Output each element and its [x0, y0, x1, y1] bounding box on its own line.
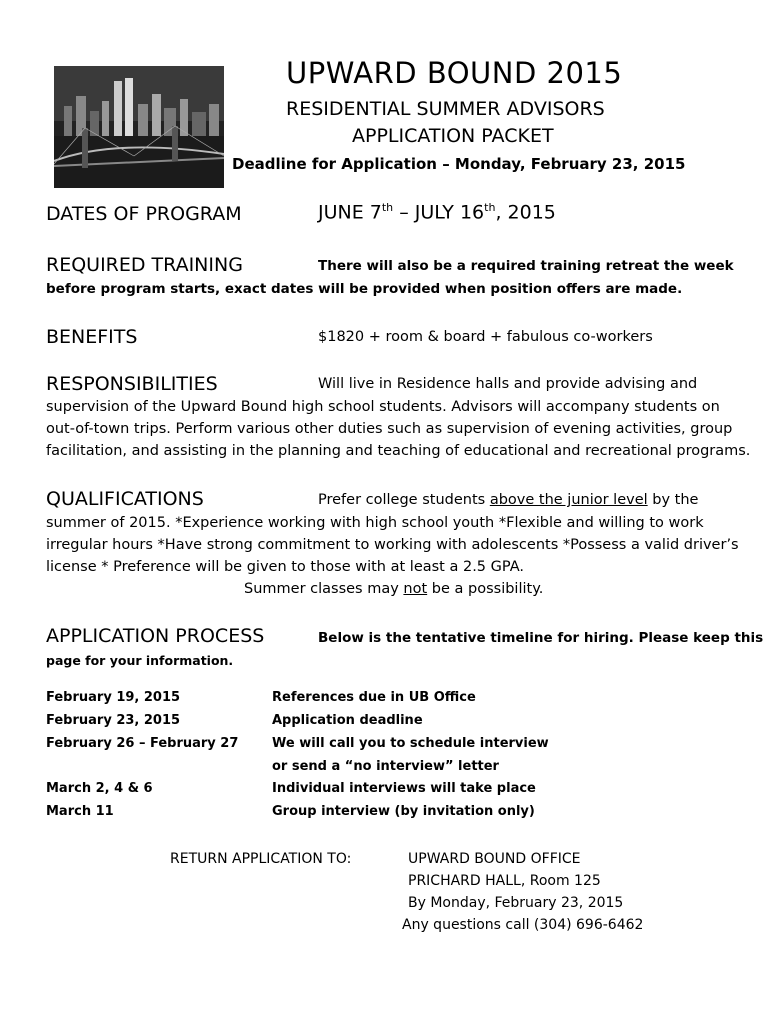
return-label: RETURN APPLICATION TO:	[170, 851, 352, 867]
timeline-date-1: February 19, 2015	[46, 690, 181, 705]
dates-label: DATES OF PROGRAM	[46, 203, 242, 225]
responsibilities-line-1: Will live in Residence halls and provide advising and	[318, 376, 698, 392]
qualifications-line-3: irregular hours *Have strong commitment to working with adolescents *Possess a valid driver’s	[46, 537, 739, 553]
timeline-date-3: February 26 – February 27	[46, 736, 239, 751]
process-line-1: Below is the tentative timeline for hiring. Please keep this	[318, 630, 764, 646]
qualifications-label: QUALIFICATIONS	[46, 488, 204, 510]
dates-sup1: th	[381, 201, 394, 214]
return-room: PRICHARD HALL, Room 125	[408, 873, 601, 889]
responsibilities-label: RESPONSIBILITIES	[46, 373, 218, 395]
timeline-date-5: March 2, 4 & 6	[46, 781, 153, 796]
qual-line5-b: be a possibility.	[427, 581, 544, 597]
qual-line5-underlined: not	[403, 581, 428, 597]
timeline-event-3: We will call you to schedule interview	[272, 736, 549, 751]
timeline-event-2: Application deadline	[272, 713, 423, 728]
dates-mid: – JULY 16	[393, 201, 485, 224]
dates-value	[318, 201, 556, 223]
responsibilities-line-3: out-of-town trips. Perform various other duties such as supervision of evening activities, group	[46, 421, 733, 437]
qual-line5-a: Summer classes may	[244, 581, 404, 597]
timeline-event-5: Individual interviews will take place	[272, 781, 536, 796]
return-phone: Any questions call (304) 696-6462	[402, 917, 644, 933]
subtitle-residential-advisors: RESIDENTIAL SUMMER ADVISORS	[286, 98, 605, 120]
skyline-image	[54, 66, 224, 188]
return-by-date: By Monday, February 23, 2015	[408, 895, 624, 911]
application-deadline: Deadline for Application – Monday, February 23, 2015	[232, 155, 686, 173]
qualifications-line-2: summer of 2015. *Experience working with high school youth *Flexible and willing to work	[46, 515, 704, 531]
subtitle-application-packet: APPLICATION PACKET	[352, 125, 554, 147]
benefits-label: BENEFITS	[46, 326, 138, 348]
timeline-event-4: or send a “no interview” letter	[272, 759, 499, 774]
process-line-2: page for your information.	[46, 653, 234, 668]
header-photo-city-skyline	[54, 66, 224, 188]
training-line-2: before program starts, exact dates will be provided when position offers are made.	[46, 281, 683, 297]
qual-line1-underlined: above the junior level	[489, 492, 648, 508]
timeline-date-2: February 23, 2015	[46, 713, 181, 728]
process-label: APPLICATION PROCESS	[46, 625, 265, 647]
timeline-date-6: March 11	[46, 804, 114, 819]
responsibilities-line-4: facilitation, and assisting in the planning and teaching of educational and recreational programs.	[46, 443, 751, 459]
return-office: UPWARD BOUND OFFICE	[408, 851, 581, 867]
training-label: REQUIRED TRAINING	[46, 254, 243, 276]
benefits-value: $1820 + room & board + fabulous co-workers	[318, 329, 653, 345]
dates-sup2: th	[484, 201, 496, 214]
responsibilities-line-2: supervision of the Upward Bound high school students. Advisors will accompany students on	[46, 399, 720, 415]
qualifications-line-1	[318, 492, 698, 508]
dates-end: , 2015	[495, 201, 556, 224]
dates-start: JUNE 7	[318, 201, 382, 224]
qual-line1-a: Prefer college students	[318, 492, 490, 508]
timeline-event-1: References due in UB Office	[272, 690, 476, 705]
qualifications-line-4: license * Preference will be given to those with at least a 2.5 GPA.	[46, 559, 524, 575]
training-line-1: There will also be a required training retreat the week	[318, 258, 734, 274]
qualifications-line-5	[244, 581, 543, 597]
timeline-event-6: Group interview (by invitation only)	[272, 804, 535, 819]
qual-line1-b: by the	[647, 492, 699, 508]
page-title: UPWARD BOUND 2015	[286, 56, 623, 90]
